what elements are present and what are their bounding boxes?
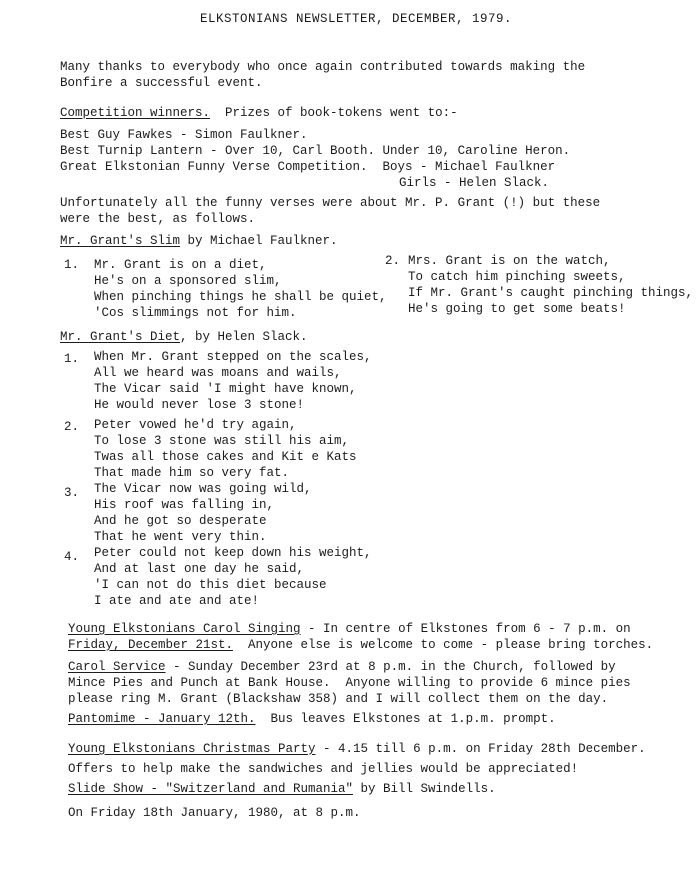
competition-line-guy: Best Guy Fawkes - Simon Faulkner. <box>60 128 308 142</box>
party-line-1 <box>68 742 646 758</box>
poem2-verse3-line: That he went very thin. <box>94 530 267 544</box>
poem2-verse1-line: The Vicar said 'I might have known, <box>94 382 357 396</box>
competition-line-lantern: Best Turnip Lantern - Over 10, Carl Booth. Under 10, Caroline Heron. <box>60 144 571 158</box>
poem1-author: by Michael Faulkner. <box>180 234 338 248</box>
poem1-verse2-line: To catch him pinching sweets, <box>408 270 626 284</box>
poem1-verse2-line: Mrs. Grant is on the watch, <box>408 254 611 268</box>
competition-heading-rest: Prizes of book-tokens went to:- <box>210 106 458 120</box>
poem2-verse1-line: He would never lose 3 stone! <box>94 398 305 412</box>
poem2-verse2-number: 2. <box>64 420 80 434</box>
carol-service-text: - Sunday December 23rd at 8 p.m. in the Church, followed by <box>165 660 616 674</box>
carol-singing-line-2 <box>68 638 653 654</box>
poem1-verse1-line: Mr. Grant is on a diet, <box>94 258 267 272</box>
poem2-heading <box>60 330 308 346</box>
poem2-verse4-line: And at last one day he said, <box>94 562 305 576</box>
carol-service-line-2: Mince Pies and Punch at Bank House. Anyone willing to provide 6 mince pies <box>68 676 631 690</box>
intro-line-2: Bonfire a successful event. <box>60 76 263 90</box>
carol-singing-text: Anyone else is welcome to come - please bring torches. <box>233 638 654 652</box>
poem2-verse2-line: Twas all those cakes and Kit e Kats <box>94 450 357 464</box>
poem2-verse1-number: 1. <box>64 352 80 366</box>
carol-singing-line-1 <box>68 622 631 638</box>
poem1-verse1-number: 1. <box>64 258 80 272</box>
poem2-verse1-line: All we heard was moans and wails, <box>94 366 342 380</box>
slide-show-heading: Slide Show - "Switzerland and Rumania" <box>68 782 354 796</box>
party-line-2: Offers to help make the sandwiches and jellies would be appreciated! <box>68 762 579 776</box>
poem2-verse2-line: That made him so very fat. <box>94 466 290 480</box>
carol-singing-text: - In centre of Elkstones from 6 - 7 p.m. on <box>300 622 631 636</box>
poem2-verse4-line: 'I can not do this diet because <box>94 578 327 592</box>
poem2-verse2-line: Peter vowed he'd try again, <box>94 418 297 432</box>
poem2-title: Mr. Grant's Diet <box>60 330 181 344</box>
poem1-verse1-line: When pinching things he shall be quiet, <box>94 290 387 304</box>
pantomime-text: Bus leaves Elkstones at 1.p.m. prompt. <box>255 712 556 726</box>
competition-heading-line <box>60 106 458 122</box>
poem2-verse1-line: When Mr. Grant stepped on the scales, <box>94 350 372 364</box>
carol-singing-heading: Young Elkstonians Carol Singing <box>68 622 301 636</box>
poem1-verse2-line: If Mr. Grant's caught pinching things, <box>408 286 694 300</box>
competition-line-girls: Girls - Helen Slack. <box>399 176 550 190</box>
poem2-verse4-line: I ate and ate and ate! <box>94 594 260 608</box>
poem1-verse1-line: 'Cos slimmings not for him. <box>94 306 297 320</box>
slide-show-line-2: On Friday 18th January, 1980, at 8 p.m. <box>68 806 361 820</box>
poem2-verse3-line: And he got so desperate <box>94 514 267 528</box>
unfortunately-line-2: were the best, as follows. <box>60 212 256 226</box>
pantomime-line <box>68 712 556 728</box>
poem2-verse2-line: To lose 3 stone was still his aim, <box>94 434 350 448</box>
poem2-verse4-line: Peter could not keep down his weight, <box>94 546 372 560</box>
newsletter-title: ELKSTONIANS NEWSLETTER, DECEMBER, 1979. <box>200 12 513 26</box>
poem2-verse3-line: The Vicar now was going wild, <box>94 482 312 496</box>
poem1-verse1-line: He's on a sponsored slim, <box>94 274 282 288</box>
poem1-title: Mr. Grant's Slim <box>60 234 181 248</box>
poem1-heading <box>60 234 338 250</box>
poem2-verse3-number: 3. <box>64 486 80 500</box>
competition-line-verse: Great Elkstonian Funny Verse Competition. Boys - Michael Faulkner <box>60 160 556 174</box>
carol-service-line-1 <box>68 660 616 676</box>
pantomime-heading: Pantomime - January 12th. <box>68 712 256 726</box>
carol-singing-date: Friday, December 21st. <box>68 638 234 652</box>
competition-heading: Competition winners. <box>60 106 211 120</box>
slide-show-line-1 <box>68 782 496 798</box>
party-heading: Young Elkstonians Christmas Party <box>68 742 316 756</box>
poem2-author: , by Helen Slack. <box>180 330 308 344</box>
poem1-verse2-number: 2. <box>385 254 401 268</box>
unfortunately-line-1: Unfortunately all the funny verses were about Mr. P. Grant (!) but these <box>60 196 601 210</box>
poem2-verse3-line: His roof was falling in, <box>94 498 275 512</box>
poem2-verse4-number: 4. <box>64 550 80 564</box>
party-text: - 4.15 till 6 p.m. on Friday 28th December. <box>315 742 646 756</box>
intro-line-1: Many thanks to everybody who once again contributed towards making the <box>60 60 586 74</box>
poem1-verse2-line: He's going to get some beats! <box>408 302 626 316</box>
carol-service-heading: Carol Service <box>68 660 166 674</box>
slide-show-text: by Bill Swindells. <box>353 782 496 796</box>
carol-service-line-3: please ring M. Grant (Blackshaw 358) and I will collect them on the day. <box>68 692 609 706</box>
